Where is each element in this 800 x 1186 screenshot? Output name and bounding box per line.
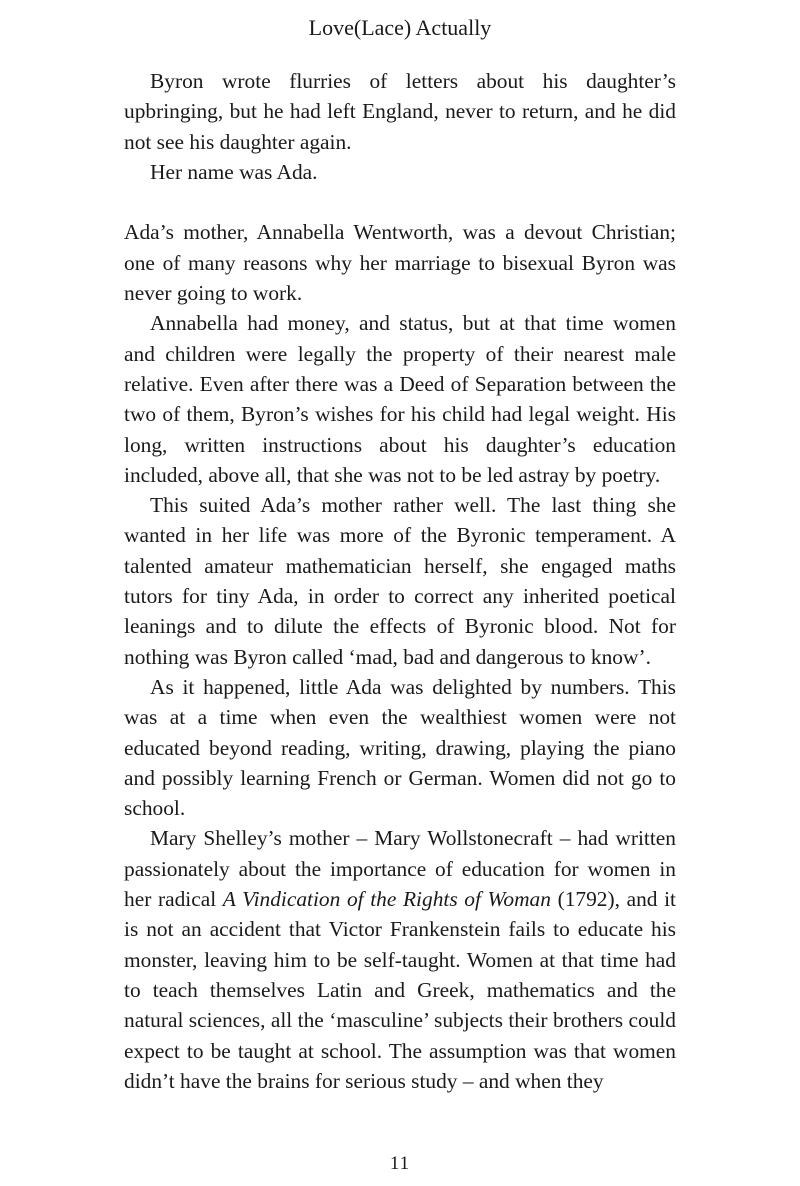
paragraph-7-text-before: Mary Shelley’s mother – Mary Wollstonecraft – had written passionately about the importance of education for women in her radical: [124, 826, 676, 912]
paragraph-7: [124, 823, 676, 1096]
page-number: 11: [389, 1153, 411, 1174]
paragraph-2: Her name was Ada.: [150, 159, 318, 184]
body-text: [124, 66, 676, 1096]
paragraph-6: As it happened, little Ada was delighted by numbers. This was at a time when even the wealthiest women were not educated beyond reading, writing, drawing, playing the piano and possibly learning French or German. Women did not go to school.: [124, 674, 676, 821]
running-head: Love(Lace) Actually: [308, 15, 492, 40]
section-break: [124, 187, 676, 217]
book-title-italic: A Vindication of the Rights of Woman: [222, 887, 551, 912]
paragraph-4: Annabella had money, and status, but at that time women and children were legally the property of their nearest male relative. Even after there was a Deed of Separation between the two of them, Byron’s wishes for his child had legal weight. His long, written instructions about his daughter’s education included, above all, that she was not to be led astray by poetry.: [124, 311, 676, 487]
paragraph-5: This suited Ada’s mother rather well. The last thing she wanted in her life was more of the Byronic temperament. A talented amateur mathematician herself, she engaged maths tutors for tiny Ada, in order to correct any inherited poetical leanings and to dilute the effects of Byronic blood. Not for nothing was Byron called ‘mad, bad and dangerous to know’.: [124, 493, 676, 669]
paragraph-7-text-after: (1792), and it is not an accident that Victor Frankenstein fails to educate his monster, leaving him to be self-taught. Women at that time had to teach themselves Latin and Greek, mathematics and the natural sciences, all the ‘masculine’ subjects their brothers could expect to be taught at school. The assumption was that women didn’t have the brains for serious study – and when they: [124, 887, 676, 1093]
paragraph-1: Byron wrote flurries of letters about his daughter’s upbringing, but he had left England, never to return, and he did not see his daughter again.: [124, 69, 676, 154]
paragraph-3: Ada’s mother, Annabella Wentworth, was a devout Christian; one of many reasons why her marriage to bisexual Byron was never going to work.: [124, 220, 676, 306]
